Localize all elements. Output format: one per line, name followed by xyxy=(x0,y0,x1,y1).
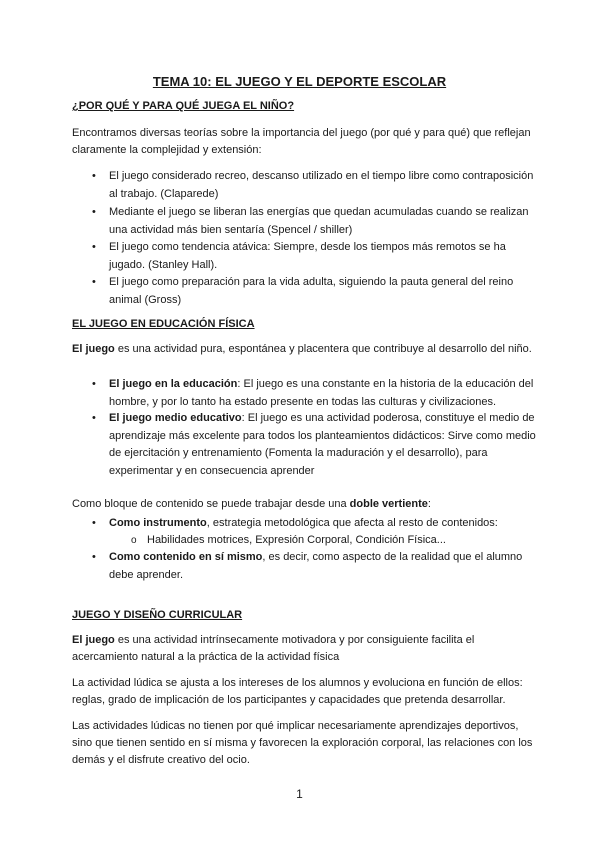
sub-list-item-text: Habilidades motrices, Expresión Corporal, Condición Física... xyxy=(147,534,446,546)
section3-p3: Las actividades lúdicas no tienen por qué implicar necesariamente aprendizajes deportivos, sino que tienen sentido en sí misma y favorecen la exploración corporal, las relaciones con los demás y el disfrute creativo del ocio. xyxy=(72,720,533,766)
list-item-text: Mediante el juego se liberan las energías que quedan acumuladas cuando se realizan una actividad más bien sentaría (Spencel / shiller) xyxy=(109,206,529,236)
list-item xyxy=(92,204,537,239)
bullet-icon: • xyxy=(92,241,96,253)
document-title: TEMA 10: EL JUEGO Y EL DEPORTE ESCOLAR xyxy=(152,74,447,89)
section2-intro-text: es una actividad pura, espontánea y placentera que contribuye al desarrollo del niño. xyxy=(114,343,532,355)
list-item-text: El juego como tendencia atávica: Siempre, desde los tiempos más remotos se ha jugado. (Stanley Hall). xyxy=(109,241,506,271)
bold-term: Como instrumento xyxy=(109,517,207,529)
section3-p1-text: es una actividad intrínsecamente motivadora y por consiguiente facilita el acercamiento natural a la práctica de la actividad física xyxy=(72,634,475,663)
bullet-icon: • xyxy=(92,170,96,182)
list-item-text: : El juego es una constante en la historia de la educación del hombre, y por lo tanto ha estado presente en todas las culturas y civilizaciones. xyxy=(109,378,534,408)
bold-term: Como contenido en sí mismo xyxy=(109,551,263,563)
bullet-icon: • xyxy=(92,551,96,563)
bullet-icon: • xyxy=(92,276,96,288)
list-item xyxy=(92,376,537,411)
list-item-text: El juego considerado recreo, descanso utilizado en el tiempo libre como contraposición al trabajo. (Claparede) xyxy=(109,170,534,200)
bullet-icon: • xyxy=(92,206,96,218)
list-item xyxy=(92,239,537,274)
circle-bullet-icon: o xyxy=(131,535,137,546)
bold-term: El juego xyxy=(72,343,115,355)
bullet-icon: • xyxy=(92,378,96,390)
list-item xyxy=(92,410,537,480)
sub-list-item xyxy=(131,532,537,549)
list-item xyxy=(92,168,537,203)
list-item xyxy=(92,515,537,533)
block-intro xyxy=(72,496,534,513)
section2-intro xyxy=(72,341,534,358)
list-item-text: , es decir, como aspecto de la realidad que el alumno debe aprender. xyxy=(109,551,523,581)
bold-term: El juego en la educación xyxy=(109,378,238,390)
page-number: 1 xyxy=(296,787,303,801)
list-item-text: , estrategia metodológica que afecta al resto de contenidos: xyxy=(206,517,498,529)
section3-p1 xyxy=(72,632,534,666)
bold-term: El juego medio educativo xyxy=(109,412,242,424)
bold-term: El juego xyxy=(72,634,115,646)
section3-p2: La actividad lúdica se ajusta a los intereses de los alumnos y evoluciona en función de ellos: reglas, grado de implicación de los participantes y capacidades que pretenda desarrollar. xyxy=(72,677,523,706)
list-item xyxy=(92,274,537,309)
bullet-icon: • xyxy=(92,412,96,424)
section-heading-educacion-fisica: EL JUEGO EN EDUCACIÓN FÍSICA xyxy=(72,318,255,330)
section1-intro: Encontramos diversas teorías sobre la importancia del juego (por qué y para qué) que reflejan claramente la complejidad y extensión: xyxy=(72,127,531,156)
list-item-text: El juego como preparación para la vida adulta, siguiendo la pauta general del reino animal (Gross) xyxy=(109,276,514,306)
section-heading-diseno-curricular: JUEGO Y DISEÑO CURRICULAR xyxy=(72,609,243,621)
block-intro-text: Como bloque de contenido se puede trabajar desde una xyxy=(72,498,350,510)
bold-term: doble vertiente xyxy=(349,498,428,510)
list-item-text: : El juego es una actividad poderosa, constituye el medio de aprendizaje más excelente para todos los planteamientos didácticos: Sirve como medio de ejercitación y entrenamiento (Fomenta la maduración y el desarrollo), para experimentar y en consecuencia aprender xyxy=(109,412,536,477)
list-item xyxy=(92,549,537,584)
bullet-icon: • xyxy=(92,517,96,529)
block-intro-end: : xyxy=(427,498,431,510)
section-heading-por-que: ¿POR QUÉ Y PARA QUÉ JUEGA EL NIÑO? xyxy=(72,100,295,112)
